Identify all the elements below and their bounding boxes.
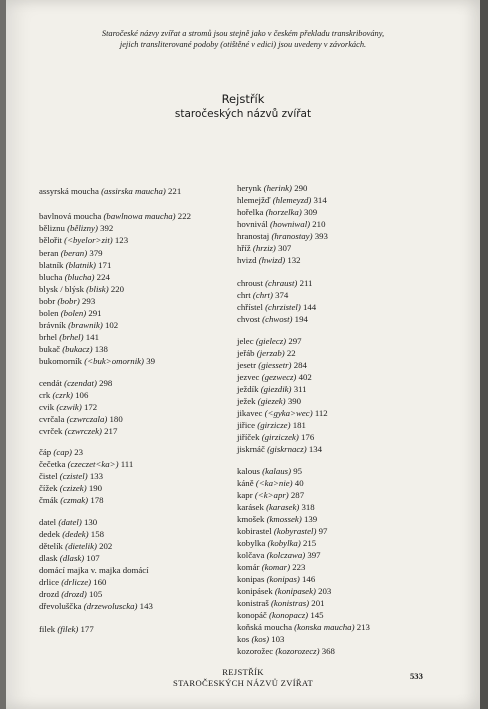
entry-name: karásek — [237, 502, 264, 512]
index-title: Rejstřík — [221, 92, 265, 106]
entry-transliteration: (kobylka) — [267, 538, 301, 548]
entry-page-number: 291 — [88, 308, 102, 318]
entry-transliteration: (konistras) — [270, 598, 310, 608]
entry-name: bolen — [39, 308, 59, 318]
index-entry — [39, 414, 123, 424]
entry-page-number: 393 — [314, 231, 328, 241]
entry-transliteration: (komar) — [261, 562, 291, 572]
entry-page-number: 146 — [302, 574, 316, 584]
entry-transliteration: (giskrnacz) — [267, 444, 307, 454]
intro-note — [6, 28, 480, 50]
entry-transliteration: (czwrczek) — [64, 426, 102, 436]
entry-page-number: 402 — [298, 372, 312, 382]
entry-name: ježek — [237, 396, 256, 406]
entry-name: brávník — [39, 320, 66, 330]
entry-name: drozd — [39, 589, 60, 599]
entry-transliteration: (filek) — [57, 624, 79, 634]
entry-page-number: 130 — [83, 517, 98, 527]
index-entry — [237, 502, 315, 512]
index-entry — [237, 384, 307, 394]
entry-transliteration: (<k>apr) — [254, 490, 289, 500]
index-entry — [237, 348, 296, 358]
entry-name: assyrská moucha — [39, 186, 99, 196]
index-entry — [39, 447, 83, 457]
entry-name: bukač — [39, 344, 61, 354]
entry-page-number: 141 — [85, 332, 99, 342]
entry-name: jiřice — [237, 420, 256, 430]
index-entry — [39, 284, 124, 294]
index-entry — [237, 574, 315, 584]
entry-name: bavlnová moucha — [39, 211, 102, 221]
entry-name: cendát — [39, 378, 62, 388]
entry-name: herynk — [237, 183, 262, 193]
entry-name: cvrčala — [39, 414, 65, 424]
entry-transliteration: (brawnik) — [68, 320, 103, 330]
entry-name: hořelka — [237, 207, 264, 217]
entry-transliteration: (czizek) — [59, 483, 87, 493]
index-entry — [237, 243, 291, 253]
entry-page-number: 297 — [288, 336, 302, 346]
entry-page-number: 293 — [82, 296, 96, 306]
entry-name: čistel — [39, 471, 58, 481]
entry-name: káně — [237, 478, 254, 488]
entry-transliteration: (konopacz) — [269, 610, 309, 620]
index-entry — [237, 562, 305, 572]
entry-name: čečetka — [39, 459, 66, 469]
index-entry — [237, 526, 327, 536]
entry-page-number: 106 — [75, 390, 89, 400]
index-subtitle: staročeských názvů zvířat — [174, 108, 312, 120]
index-entry — [237, 314, 308, 324]
entry-page-number: 139 — [303, 514, 318, 524]
entry-page-number: 298 — [99, 378, 113, 388]
index-entry — [237, 466, 302, 476]
entry-page-number: 107 — [86, 553, 100, 563]
entry-page-number: 210 — [312, 219, 326, 229]
entry-transliteration: (horzelka) — [265, 207, 302, 217]
entry-page-number: 309 — [303, 207, 318, 217]
entry-page-number: 203 — [318, 586, 332, 596]
entry-name: brhel — [39, 332, 58, 342]
entry-name: bukomorník — [39, 356, 83, 366]
index-entry — [39, 426, 117, 436]
entry-transliteration: (konska maucha) — [294, 622, 355, 632]
entry-name: domácí majka v. majka domácí — [39, 565, 149, 575]
index-entry — [39, 517, 97, 527]
entry-page-number: 123 — [114, 235, 129, 245]
entry-page-number: 112 — [314, 408, 328, 418]
index-entry — [39, 541, 112, 551]
entry-name: blucha — [39, 272, 63, 282]
index-entry — [237, 622, 370, 632]
entry-transliteration: (chrzistel) — [265, 302, 301, 312]
entry-transliteration: (czwik) — [56, 402, 82, 412]
entry-page-number: 311 — [293, 384, 307, 394]
entry-name: dřevoluščka — [39, 601, 82, 611]
index-entry — [39, 565, 149, 575]
entry-transliteration: (giessetr) — [258, 360, 292, 370]
index-entry — [237, 231, 328, 241]
index-entry — [237, 586, 331, 596]
entry-transliteration: (cap) — [53, 447, 72, 457]
entry-name: blatník — [39, 260, 64, 270]
index-entry — [39, 378, 112, 388]
index-entry — [237, 514, 317, 524]
index-entry — [237, 219, 325, 229]
index-entry — [39, 402, 97, 412]
entry-page-number: 368 — [321, 646, 335, 656]
entry-page-number: 133 — [89, 471, 104, 481]
entry-name: hranostaj — [237, 231, 270, 241]
entry-name: ježdík — [237, 384, 259, 394]
entry-transliteration: (hrziz) — [252, 243, 276, 253]
index-entry — [237, 396, 301, 406]
index-entry — [237, 538, 316, 548]
entry-name: konipásek — [237, 586, 273, 596]
entry-page-number: 102 — [104, 320, 119, 330]
index-entry — [39, 260, 111, 270]
index-entry — [237, 610, 324, 620]
entry-page-number: 318 — [301, 502, 315, 512]
entry-transliteration: (brhel) — [59, 332, 84, 342]
entry-transliteration: (czistel) — [59, 471, 88, 481]
entry-transliteration: (jerzab) — [256, 348, 285, 358]
index-entry — [237, 646, 335, 656]
index-entry — [237, 598, 325, 608]
entry-transliteration: (<ka>nie) — [255, 478, 293, 488]
entry-transliteration: (beran) — [60, 248, 88, 258]
entry-transliteration: (kalaus) — [262, 466, 291, 476]
entry-transliteration: (girzicze) — [257, 420, 291, 430]
entry-page-number: 132 — [287, 255, 301, 265]
entry-page-number: 160 — [93, 577, 107, 587]
entry-name: crk — [39, 390, 51, 400]
entry-name: dětelík — [39, 541, 63, 551]
entry-transliteration: (hlemeyzd) — [272, 195, 312, 205]
index-heading — [6, 92, 480, 122]
entry-page-number: 177 — [80, 624, 94, 634]
entry-name: chrt — [237, 290, 251, 300]
index-entry — [39, 577, 106, 587]
entry-transliteration: (howniwal) — [270, 219, 311, 229]
entry-name: chřístel — [237, 302, 263, 312]
entry-transliteration: (czrk) — [52, 390, 73, 400]
entry-page-number: 213 — [356, 622, 370, 632]
entry-name: dedek — [39, 529, 61, 539]
entry-transliteration: (blisk) — [86, 284, 109, 294]
index-entry — [39, 624, 94, 634]
entry-page-number: 103 — [271, 634, 285, 644]
index-entry — [237, 420, 306, 430]
intro-line-2: jejich transliterované podoby (otištěné v edici) jsou uvedeny v závorkách. — [119, 40, 367, 49]
index-entry — [39, 272, 110, 282]
entry-name: jezvec — [237, 372, 260, 382]
entry-name: jelec — [237, 336, 254, 346]
entry-transliteration: (<gyka>wec) — [264, 408, 313, 418]
book-edge — [480, 0, 488, 709]
entry-transliteration: (konipas) — [266, 574, 300, 584]
entry-name: hovnivál — [237, 219, 268, 229]
entry-transliteration: (czwrczala) — [66, 414, 108, 424]
entry-name: kobirastel — [237, 526, 272, 536]
entry-transliteration: (kozorozecz) — [275, 646, 320, 656]
entry-name: komár — [237, 562, 260, 572]
entry-name: kapr — [237, 490, 253, 500]
entry-name: hlemejžď — [237, 195, 271, 205]
entry-name: chroust — [237, 278, 263, 288]
index-entry — [237, 372, 312, 382]
entry-transliteration: (gielecz) — [255, 336, 287, 346]
index-entry — [39, 553, 100, 563]
entry-name: kmošek — [237, 514, 265, 524]
entry-page-number: 215 — [302, 538, 317, 548]
entry-page-number: 23 — [74, 447, 83, 457]
entry-page-number: 40 — [294, 478, 304, 488]
entry-page-number: 194 — [294, 314, 308, 324]
entry-transliteration: (blatnik) — [65, 260, 96, 270]
entry-page-number: 97 — [318, 526, 328, 536]
entry-page-number: 217 — [104, 426, 118, 436]
index-entry — [39, 495, 104, 505]
entry-page-number: 287 — [290, 490, 305, 500]
entry-transliteration: (kobyrastel) — [273, 526, 317, 536]
entry-name: čmák — [39, 495, 59, 505]
running-footer — [6, 667, 480, 689]
entry-page-number: 392 — [100, 223, 114, 233]
entry-page-number: 224 — [96, 272, 110, 282]
entry-transliteration: (drzewoluscka) — [83, 601, 138, 611]
entry-transliteration: (gezwecz) — [261, 372, 297, 382]
entry-name: beran — [39, 248, 59, 258]
entry-transliteration: (czeczet<ka>) — [67, 459, 119, 469]
entry-transliteration: (czmak) — [60, 495, 89, 505]
entry-name: kolčava — [237, 550, 265, 560]
entry-page-number: 176 — [301, 432, 315, 442]
entry-transliteration: (kolczawa) — [266, 550, 306, 560]
entry-transliteration: (bobr) — [57, 296, 80, 306]
entry-name: kobylka — [237, 538, 266, 548]
entry-page-number: 390 — [287, 396, 302, 406]
entry-transliteration: (chrt) — [252, 290, 273, 300]
entry-page-number: 202 — [99, 541, 113, 551]
index-entry — [237, 490, 304, 500]
index-entry — [237, 207, 317, 217]
entry-transliteration: (<byelor>zit) — [64, 235, 113, 245]
index-entry — [39, 320, 118, 330]
entry-page-number: 158 — [90, 529, 104, 539]
entry-transliteration: (dlask) — [59, 553, 85, 563]
entry-page-number: 307 — [278, 243, 292, 253]
entry-page-number: 144 — [302, 302, 317, 312]
index-entry — [237, 634, 284, 644]
entry-transliteration: (blucha) — [64, 272, 95, 282]
page-number: 533 — [410, 671, 423, 681]
entry-name: hříž — [237, 243, 251, 253]
entry-page-number: 134 — [308, 444, 323, 454]
entry-name: cvik — [39, 402, 55, 412]
entry-page-number: 190 — [88, 483, 103, 493]
index-entry — [237, 360, 307, 370]
entry-name: bělořit — [39, 235, 62, 245]
entry-transliteration: (chraust) — [265, 278, 298, 288]
intro-line-1: Staročeské názvy zvířat a stromů jsou stejně jako v českém překladu transkribovány, — [101, 29, 385, 38]
entry-transliteration: (bukacz) — [62, 344, 93, 354]
entry-transliteration: (girziczek) — [261, 432, 299, 442]
entry-page-number: 220 — [110, 284, 125, 294]
index-entry — [39, 332, 99, 342]
entry-transliteration: (konipasek) — [274, 586, 316, 596]
entry-transliteration: (karasek) — [266, 502, 300, 512]
entry-page-number: 211 — [299, 278, 313, 288]
entry-name: kalous — [237, 466, 260, 476]
entry-page-number: 181 — [292, 420, 306, 430]
entry-name: konistraš — [237, 598, 269, 608]
entry-page-number: 111 — [120, 459, 134, 469]
entry-transliteration: (hranostay) — [271, 231, 313, 241]
index-entry — [39, 186, 181, 196]
entry-transliteration: (drlicze) — [61, 577, 92, 587]
entry-page-number: 222 — [177, 211, 191, 221]
entry-name: chvost — [237, 314, 260, 324]
entry-page-number: 172 — [83, 402, 98, 412]
index-entry — [39, 471, 103, 481]
index-entry — [237, 278, 312, 288]
entry-page-number: 95 — [293, 466, 302, 476]
entry-page-number: 145 — [310, 610, 324, 620]
entry-transliteration: (<buk>omornik) — [84, 356, 144, 366]
entry-transliteration: (bělizny) — [67, 223, 98, 233]
index-entry — [237, 255, 301, 265]
book-page — [6, 0, 480, 709]
index-entry — [237, 550, 321, 560]
entry-transliteration: (giezdik) — [260, 384, 292, 394]
index-entry — [237, 290, 288, 300]
entry-page-number: 178 — [90, 495, 104, 505]
entry-page-number: 284 — [293, 360, 307, 370]
index-entry — [39, 248, 103, 258]
index-entry — [39, 483, 102, 493]
index-entry — [237, 183, 307, 193]
entry-page-number: 397 — [307, 550, 321, 560]
footer-line-2: STAROČESKÝCH NÁZVŮ ZVÍŘAT — [172, 678, 314, 688]
entry-page-number: 138 — [94, 344, 108, 354]
entry-name: koňská moucha — [237, 622, 292, 632]
index-entry — [39, 211, 191, 221]
index-entry — [39, 308, 102, 318]
entry-page-number: 314 — [313, 195, 327, 205]
index-entry — [39, 223, 113, 233]
entry-transliteration: (czendat) — [64, 378, 97, 388]
entry-transliteration: (datel) — [58, 517, 82, 527]
entry-page-number: 171 — [98, 260, 112, 270]
index-entry — [237, 195, 327, 205]
entry-name: čáp — [39, 447, 52, 457]
entry-page-number: 374 — [275, 290, 289, 300]
index-entry — [39, 601, 153, 611]
index-entry — [237, 336, 302, 346]
entry-transliteration: (herink) — [263, 183, 292, 193]
entry-name: kos — [237, 634, 250, 644]
entry-transliteration: (dedek) — [62, 529, 89, 539]
entry-transliteration: (bawlnowa maucha) — [103, 211, 176, 221]
entry-page-number: 105 — [89, 589, 103, 599]
entry-name: jeřáb — [237, 348, 255, 358]
entry-page-number: 221 — [168, 186, 182, 196]
index-entry — [39, 529, 104, 539]
entry-name: dlask — [39, 553, 58, 563]
index-entry — [39, 344, 108, 354]
entry-name: drlice — [39, 577, 60, 587]
entry-name: jikavec — [237, 408, 263, 418]
entry-transliteration: (drozd) — [61, 589, 87, 599]
index-entry — [39, 459, 133, 469]
index-entry — [237, 408, 328, 418]
entry-page-number: 39 — [146, 356, 155, 366]
entry-page-number: 223 — [292, 562, 306, 572]
entry-name: konopáč — [237, 610, 267, 620]
entry-name: konipas — [237, 574, 265, 584]
index-entry — [39, 390, 88, 400]
entry-page-number: 290 — [294, 183, 308, 193]
entry-name: čížek — [39, 483, 58, 493]
index-entry — [39, 235, 128, 245]
entry-name: kozorožec — [237, 646, 274, 656]
entry-page-number: 379 — [89, 248, 103, 258]
entry-page-number: 143 — [139, 601, 153, 611]
entry-transliteration: (dietelik) — [65, 541, 97, 551]
entry-name: běliznu — [39, 223, 65, 233]
index-entry — [39, 296, 95, 306]
index-entry — [39, 356, 155, 366]
entry-name: filek — [39, 624, 56, 634]
entry-name: hvizd — [237, 255, 257, 265]
entry-name: cvrček — [39, 426, 63, 436]
index-entry — [237, 432, 314, 442]
entry-name: blysk / blýsk — [39, 284, 84, 294]
index-entry — [237, 444, 322, 454]
entry-transliteration: (assirska maucha) — [101, 186, 166, 196]
entry-transliteration: (kmossek) — [266, 514, 302, 524]
entry-transliteration: (chwost) — [262, 314, 293, 324]
entry-page-number: 201 — [311, 598, 325, 608]
entry-transliteration: (bolen) — [60, 308, 87, 318]
index-entry — [39, 589, 102, 599]
index-entry — [237, 478, 304, 488]
footer-line-1: REJSTŘÍK — [222, 667, 264, 677]
entry-page-number: 22 — [286, 348, 296, 358]
entry-name: jiříček — [237, 432, 260, 442]
entry-name: datel — [39, 517, 57, 527]
entry-transliteration: (kos) — [251, 634, 270, 644]
entry-transliteration: (hwizd) — [258, 255, 286, 265]
entry-name: jesetr — [237, 360, 257, 370]
entry-page-number: 180 — [109, 414, 123, 424]
index-entry — [237, 302, 316, 312]
entry-transliteration: (giezek) — [257, 396, 286, 406]
entry-name: jiskrnáč — [237, 444, 265, 454]
entry-name: bobr — [39, 296, 56, 306]
